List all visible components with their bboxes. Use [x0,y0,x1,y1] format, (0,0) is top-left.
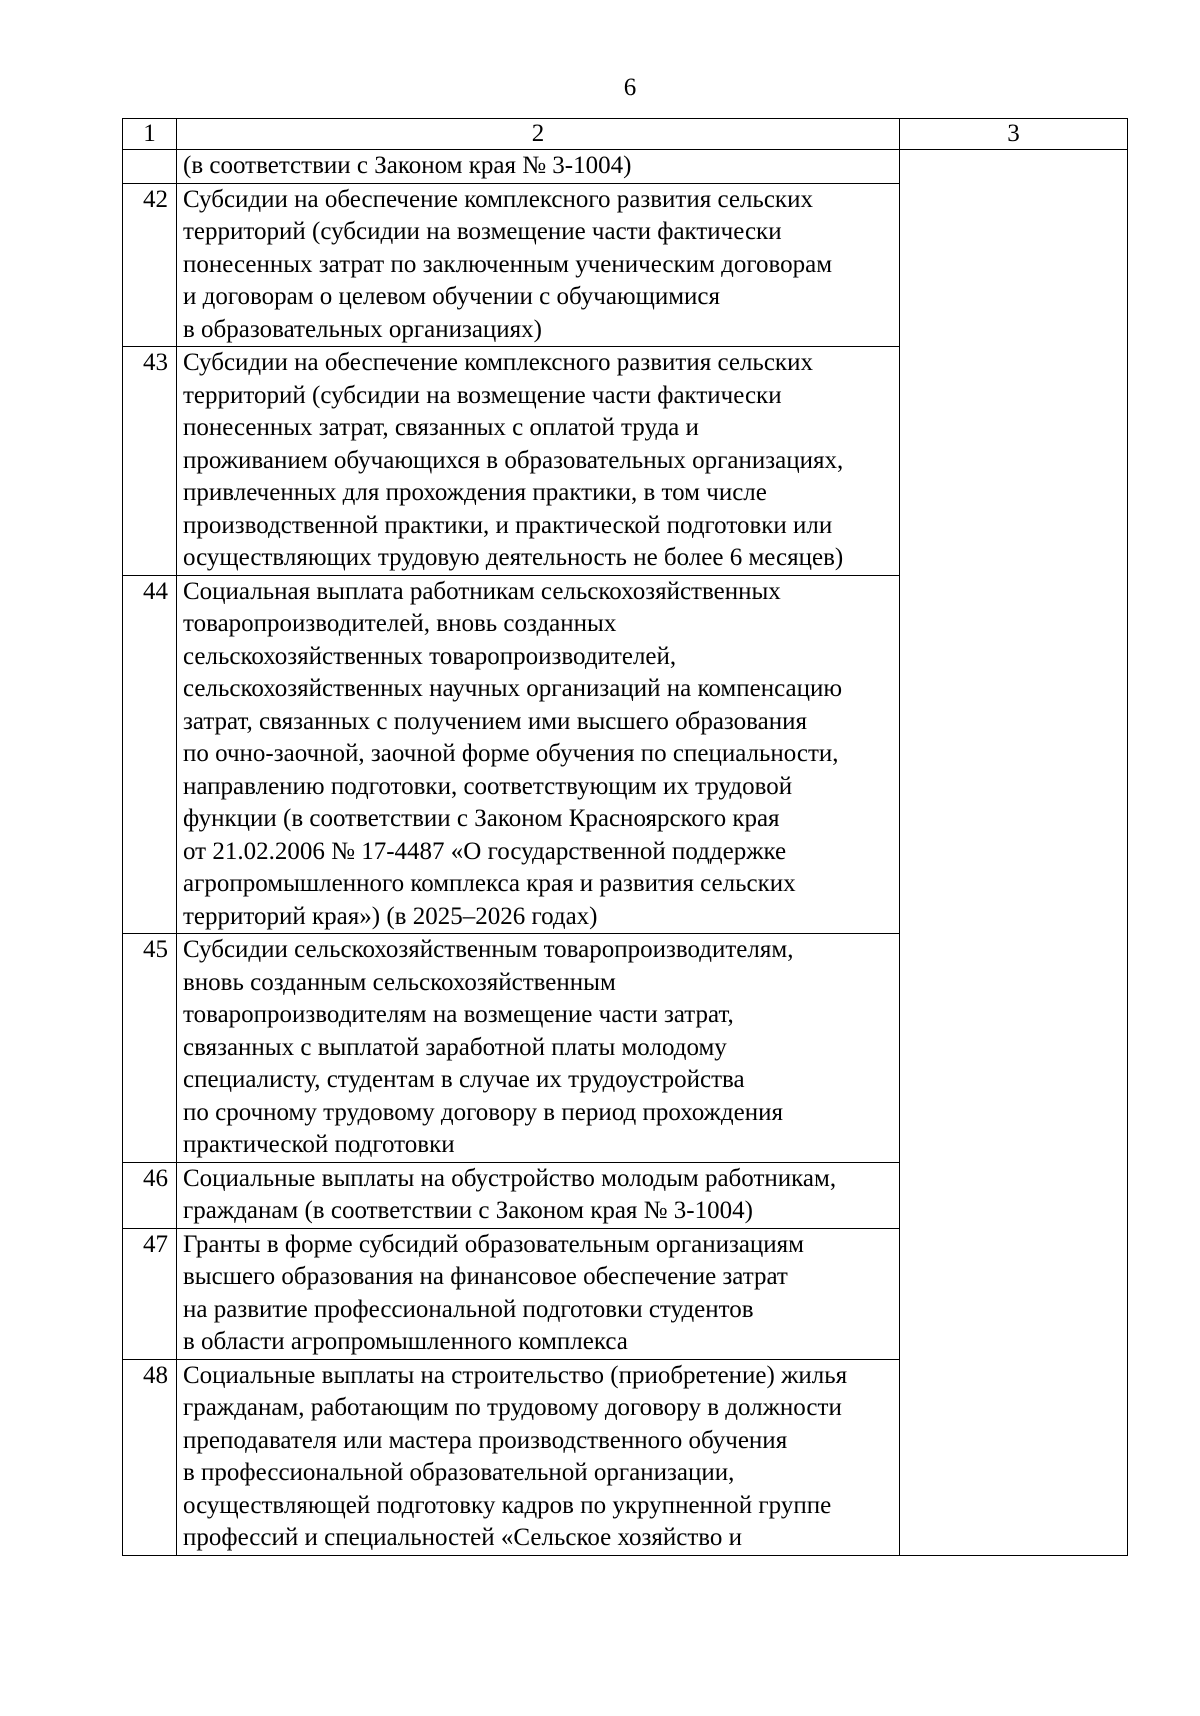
text-line: преподавателя или мастера производственного обучения [183,1426,788,1454]
text-line: территорий края») (в 2025–2026 годах) [183,902,598,930]
row-number-cell: 43 [123,347,177,576]
text-line: от 21.02.2006 № 17-4487 «О государственной поддержке [183,837,787,865]
text-line: гражданам, работающим по трудовому договору в должности [183,1394,842,1421]
header-cell-3: 3 [900,119,1128,150]
row-number-cell: 44 [123,575,177,934]
text-line: Субсидии на обеспечение комплексного развития сельских [183,185,813,213]
text-line: затрат, связанных с получением ими высшего образования [183,707,807,735]
header-cell-2: 2 [177,119,900,150]
row-text-cell [177,1162,900,1228]
text-line: товаропроизводителей, вновь созданных [183,610,617,637]
text-line: в профессиональной образовательной организации, [183,1459,735,1486]
text-line: направлению подготовки, соответствующим их трудовой [183,772,793,800]
text-line: территорий (субсидии на возмещение части фактически [183,381,782,409]
table-row-continuation [123,150,1128,184]
text-line: осуществляющей подготовку кадров по укрупненной группе [183,1491,832,1519]
text-line: в образовательных организациях) [183,315,543,343]
text-line: вновь созданным сельскохозяйственным [183,968,616,996]
text-line: Субсидии сельскохозяйственным товаропроизводителям, [183,936,794,963]
text-line: связанных с выплатой заработной платы молодому [183,1033,727,1061]
text-line: гражданам (в соответствии с Законом края № 3-1004) [183,1197,753,1224]
row-text-cell [177,1228,900,1359]
text-line: Гранты в форме субсидий образовательным организациям [183,1230,804,1258]
row-number-cell: 45 [123,934,177,1163]
text-line: сельскохозяйственных научных организаций на компенсацию [183,675,843,702]
text-line: практической подготовки [183,1131,455,1158]
row-text-cell [177,150,900,184]
text-line: производственной практики, и практической подготовки или [183,511,833,539]
row-number-cell: 42 [123,183,177,347]
text-line: по срочному трудовому договору в период прохождения [183,1098,783,1126]
text-line: товаропроизводителям на возмещение части затрат, [183,1001,734,1028]
text-line: Социальная выплата работникам сельскохозяйственных [183,577,781,605]
text-line: профессий и специальностей «Сельское хозяйство и [183,1524,743,1551]
row-text-cell [177,1359,900,1555]
text-line: проживанием обучающихся в образовательных организациях, [183,446,844,474]
text-line: понесенных затрат по заключенным ученическим договорам [183,250,833,278]
table-body [123,119,1128,1556]
text-line: привлеченных для прохождения практики, в том числе [183,479,767,506]
document-table [122,118,1128,1556]
text-line: понесенных затрат, связанных с оплатой труда и [183,414,699,441]
text-line: осуществляющих трудовую деятельность не более 6 месяцев) [183,544,844,571]
text-line: специалисту, студентам в случае их трудоустройства [183,1066,745,1093]
text-line: и договорам о целевом обучении с обучающимися [183,283,721,310]
text-line: Социальные выплаты на строительство (приобретение) жилья [183,1361,848,1389]
text-line: (в соответствии с Законом края № 3-1004) [183,152,632,179]
text-line: высшего образования на финансовое обеспечение затрат [183,1263,788,1290]
header-cell-1: 1 [123,119,177,150]
column-3-cell [900,150,1128,1556]
table-header-row [123,119,1128,150]
row-number-cell: 47 [123,1228,177,1359]
text-line: функции (в соответствии с Законом Красноярского края [183,805,780,832]
row-text-cell [177,934,900,1163]
text-line: по очно-заочной, заочной форме обучения по специальности, [183,740,839,767]
text-line: на развитие профессиональной подготовки студентов [183,1295,754,1323]
row-text-cell [177,575,900,934]
text-line: Социальные выплаты на обустройство молодым работникам, [183,1164,837,1192]
page-number: 6 [623,74,637,101]
text-line: в области агропромышленного комплекса [183,1328,628,1355]
row-text-cell [177,347,900,576]
row-number-cell [123,150,177,184]
text-line: территорий (субсидии на возмещение части фактически [183,218,782,245]
text-line: агропромышленного комплекса края и развития сельских [183,870,796,897]
text-line: Субсидии на обеспечение комплексного развития сельских [183,349,813,376]
row-number-cell: 46 [123,1162,177,1228]
row-text-cell [177,183,900,347]
row-number-cell: 48 [123,1359,177,1555]
text-line: сельскохозяйственных товаропроизводителей, [183,642,677,670]
